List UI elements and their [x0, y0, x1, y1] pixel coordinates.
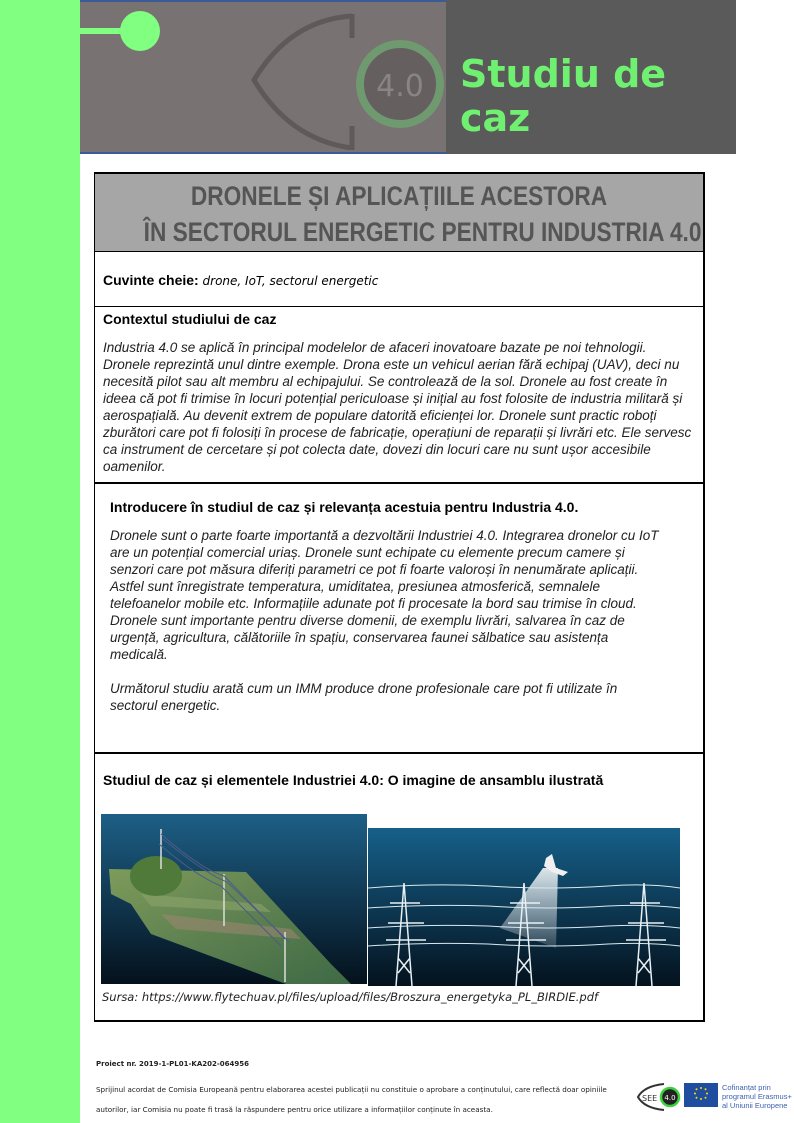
logo-text: 4.0 [376, 69, 424, 104]
context-section [95, 307, 703, 484]
header-rule-top [80, 0, 446, 2]
document-title [95, 174, 703, 252]
title-line-1: DRONELE ȘI APLICAȚIILE ACESTORA [190, 181, 608, 211]
title-line-2: ÎN SECTORUL ENERGETIC PENTRU INDUSTRIA 4.0 [143, 217, 702, 247]
eu-disclaimer: Sprijinul acordat de Comisia Europeană pentru elaborarea acestei publicații nu constituie o aprobare a conținutului, care reflectă doar opiniile autorilor, iar Comisia nu poate fi trasă la răspundere pentru orice utilizare a informațiilor conținute în aceasta. [96, 1085, 607, 1114]
logo-see-text: SEE [642, 1094, 658, 1103]
keywords-value: drone, IoT, sectorul energetic [198, 274, 379, 288]
introduction-heading: Introducere în studiul de caz și relevanța acestuia pentru Industria 4.0. [110, 499, 579, 515]
image-source: Sursa: https://www.flytechuav.pl/files/upload/files/Broszura_energetyka_PL_BIRDIE.pdf [102, 990, 599, 1004]
eu-cofunded-text [722, 1083, 792, 1110]
introduction-paragraph-3: Următorul studiu arată cum un IMM produce drone profesionale care pot fi utilizate în sectorul energetic. [110, 681, 618, 713]
introduction-paragraph-1: Dronele sunt o parte foarte importantă a dezvoltării Industriei 4.0. Integrarea dronelor cu IoT are un potențial comercial uriaș. Dronele sunt echipate cu elemente precum camere și senzori care pot măsura diferiți parametri ce pot fi foarte valoroși în nenumărate aplicații. Astfel sunt înregistrate temperatura, umiditatea, presiunea atmosferică, semnalele telefoanelor mobile etc. Informațiile adunate pot fi procesate la bord sau trimise în cloud. [110, 528, 659, 611]
keywords-section [95, 252, 703, 307]
case-study-document [94, 172, 705, 1022]
see-4-0-logo-icon [636, 1082, 682, 1112]
footer-logos [636, 1080, 794, 1114]
drone-inspecting-power-lines-image [368, 828, 680, 986]
introduction-paragraph-2: Dronele sunt importante pentru diverse domenii, de exemplu livrări, salvarea în caz de urgență, agricultura, călătoriile în spațiu, conservarea faunei sălbatice sau asistența medicală. [110, 613, 625, 662]
eu-flag-icon [684, 1083, 718, 1107]
context-heading: Contextul studiului de caz [103, 311, 277, 327]
connector-dot-icon [120, 11, 160, 51]
header-title: Studiu de caz [460, 52, 667, 140]
illustration-section [95, 754, 703, 1020]
eu-text-line-3: al Uniunii Europene [722, 1101, 788, 1110]
introduction-section [95, 484, 703, 754]
header-rule-bottom [80, 152, 446, 154]
context-body: Industria 4.0 se aplică în principal modelelor de afaceri inovatoare bazate pe noi tehnologii. Dronele reprezintă unul dintre exemple. Drona este un vehicul aerian fără echipaj (UAV), deci nu necesită pilot sau alt membru al echipajului. Se controlează de la sol. Dronele au fost create în ideea că pot fi trimise în locuri potențial periculoase și inițial au fost folosite de industria militară și aerospațială. Au devenit extrem de populare datorită eficienței lor. Dronele sunt practic roboți zburători care pot fi folosiți în procese de fabricație, operațiuni de reparații și livrări etc. Ele servesc ca instrument de cercetare și pot colecta date, dovezi din locuri care nu sunt ușor accesibile oamenilor. [103, 340, 692, 474]
keywords-label: Cuvinte cheie: [103, 272, 199, 288]
see-4-0-watermark-icon [250, 10, 450, 150]
project-number: Proiect nr. 2019-1-PL01-KA202-064956 [96, 1060, 249, 1068]
power-line-point-cloud-image [101, 814, 367, 984]
page-header [80, 0, 736, 154]
eu-text-line-1: Cofinanțat prin [722, 1083, 771, 1092]
left-accent-bar [0, 0, 80, 1123]
logo-num-text: 4.0 [664, 1094, 676, 1102]
eu-text-line-2: programul Erasmus+ [722, 1092, 792, 1101]
illustration-heading: Studiul de caz și elementele Industriei 4.0: O imagine de ansamblu ilustrată [103, 772, 604, 788]
